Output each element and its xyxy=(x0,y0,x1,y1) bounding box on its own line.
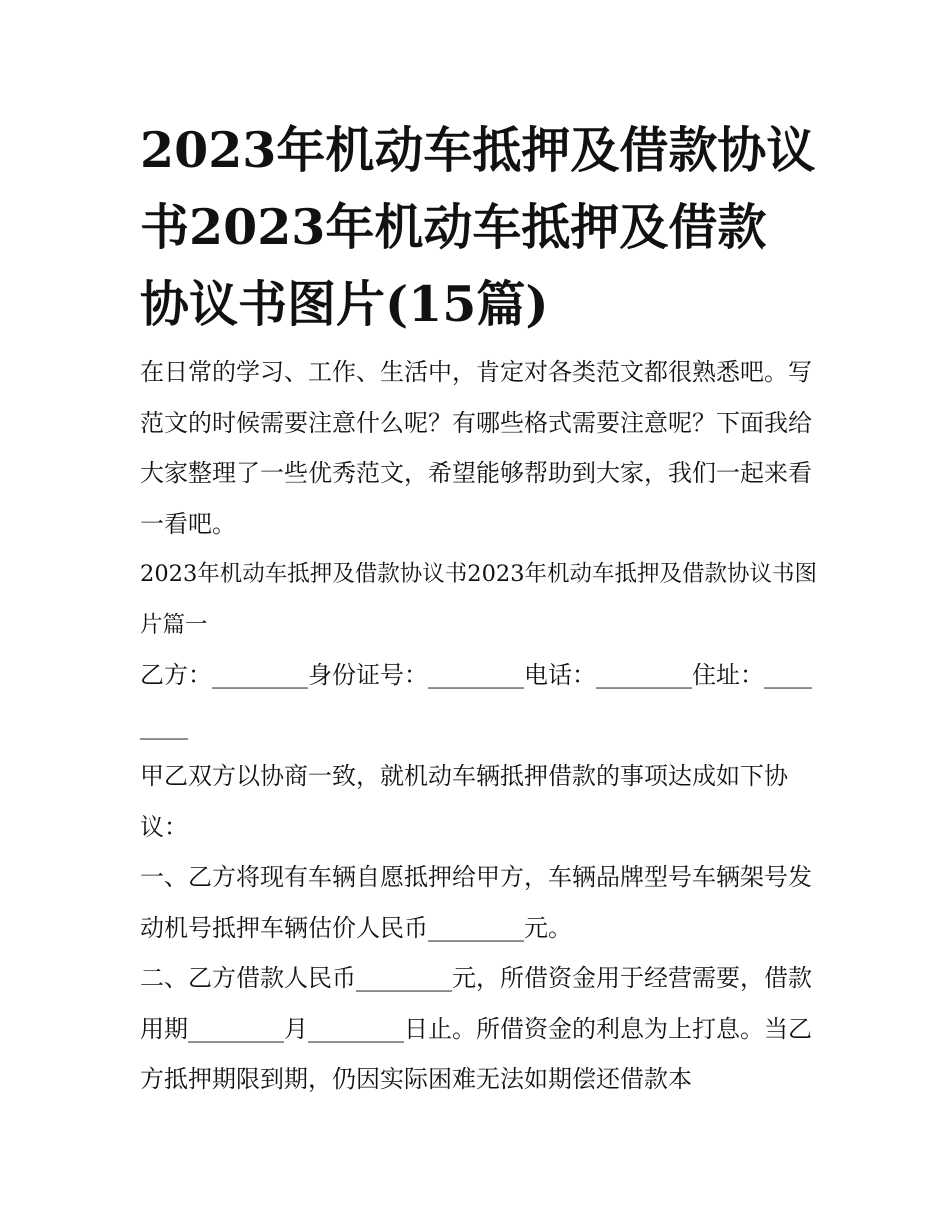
clause-2: 二、乙方借款人民币________元，所借资金用于经营需要，借款用期________月________日止。所借资金的利息为上打息。当乙方抵押期限到期，仍因实际困难无法如期偿还借款本 xyxy=(140,964,812,1093)
agreement-intro: 甲乙双方以协商一致，就机动车辆抵押借款的事项达成如下协议： xyxy=(140,762,788,841)
section-heading: 2023年机动车抵押及借款协议书2023年机动车抵押及借款协议书图片篇一 xyxy=(140,561,818,638)
title-line-1: 2023年机动车抵押及借款协议 xyxy=(140,121,816,179)
document-page xyxy=(140,112,820,1105)
title-line-3: 协议书图片(15篇) xyxy=(140,275,549,333)
document-title xyxy=(140,112,820,343)
title-line-2: 书2023年机动车抵押及借款 xyxy=(140,198,767,256)
intro-paragraph: 在日常的学习、工作、生活中，肯定对各类范文都很熟悉吧。写范文的时候需要注意什么呢？有哪些格式需要注意呢？下面我给大家整理了一些优秀范文，希望能够帮助到大家，我们一起来看一看吧。 xyxy=(140,358,812,538)
party-info-line: 乙方：________身份证号：________电话：________住址：________ xyxy=(140,661,812,740)
clause-1: 一、乙方将现有车辆自愿抵押给甲方，车辆品牌型号车辆架号发动机号抵押车辆估价人民币________元。 xyxy=(140,863,812,942)
